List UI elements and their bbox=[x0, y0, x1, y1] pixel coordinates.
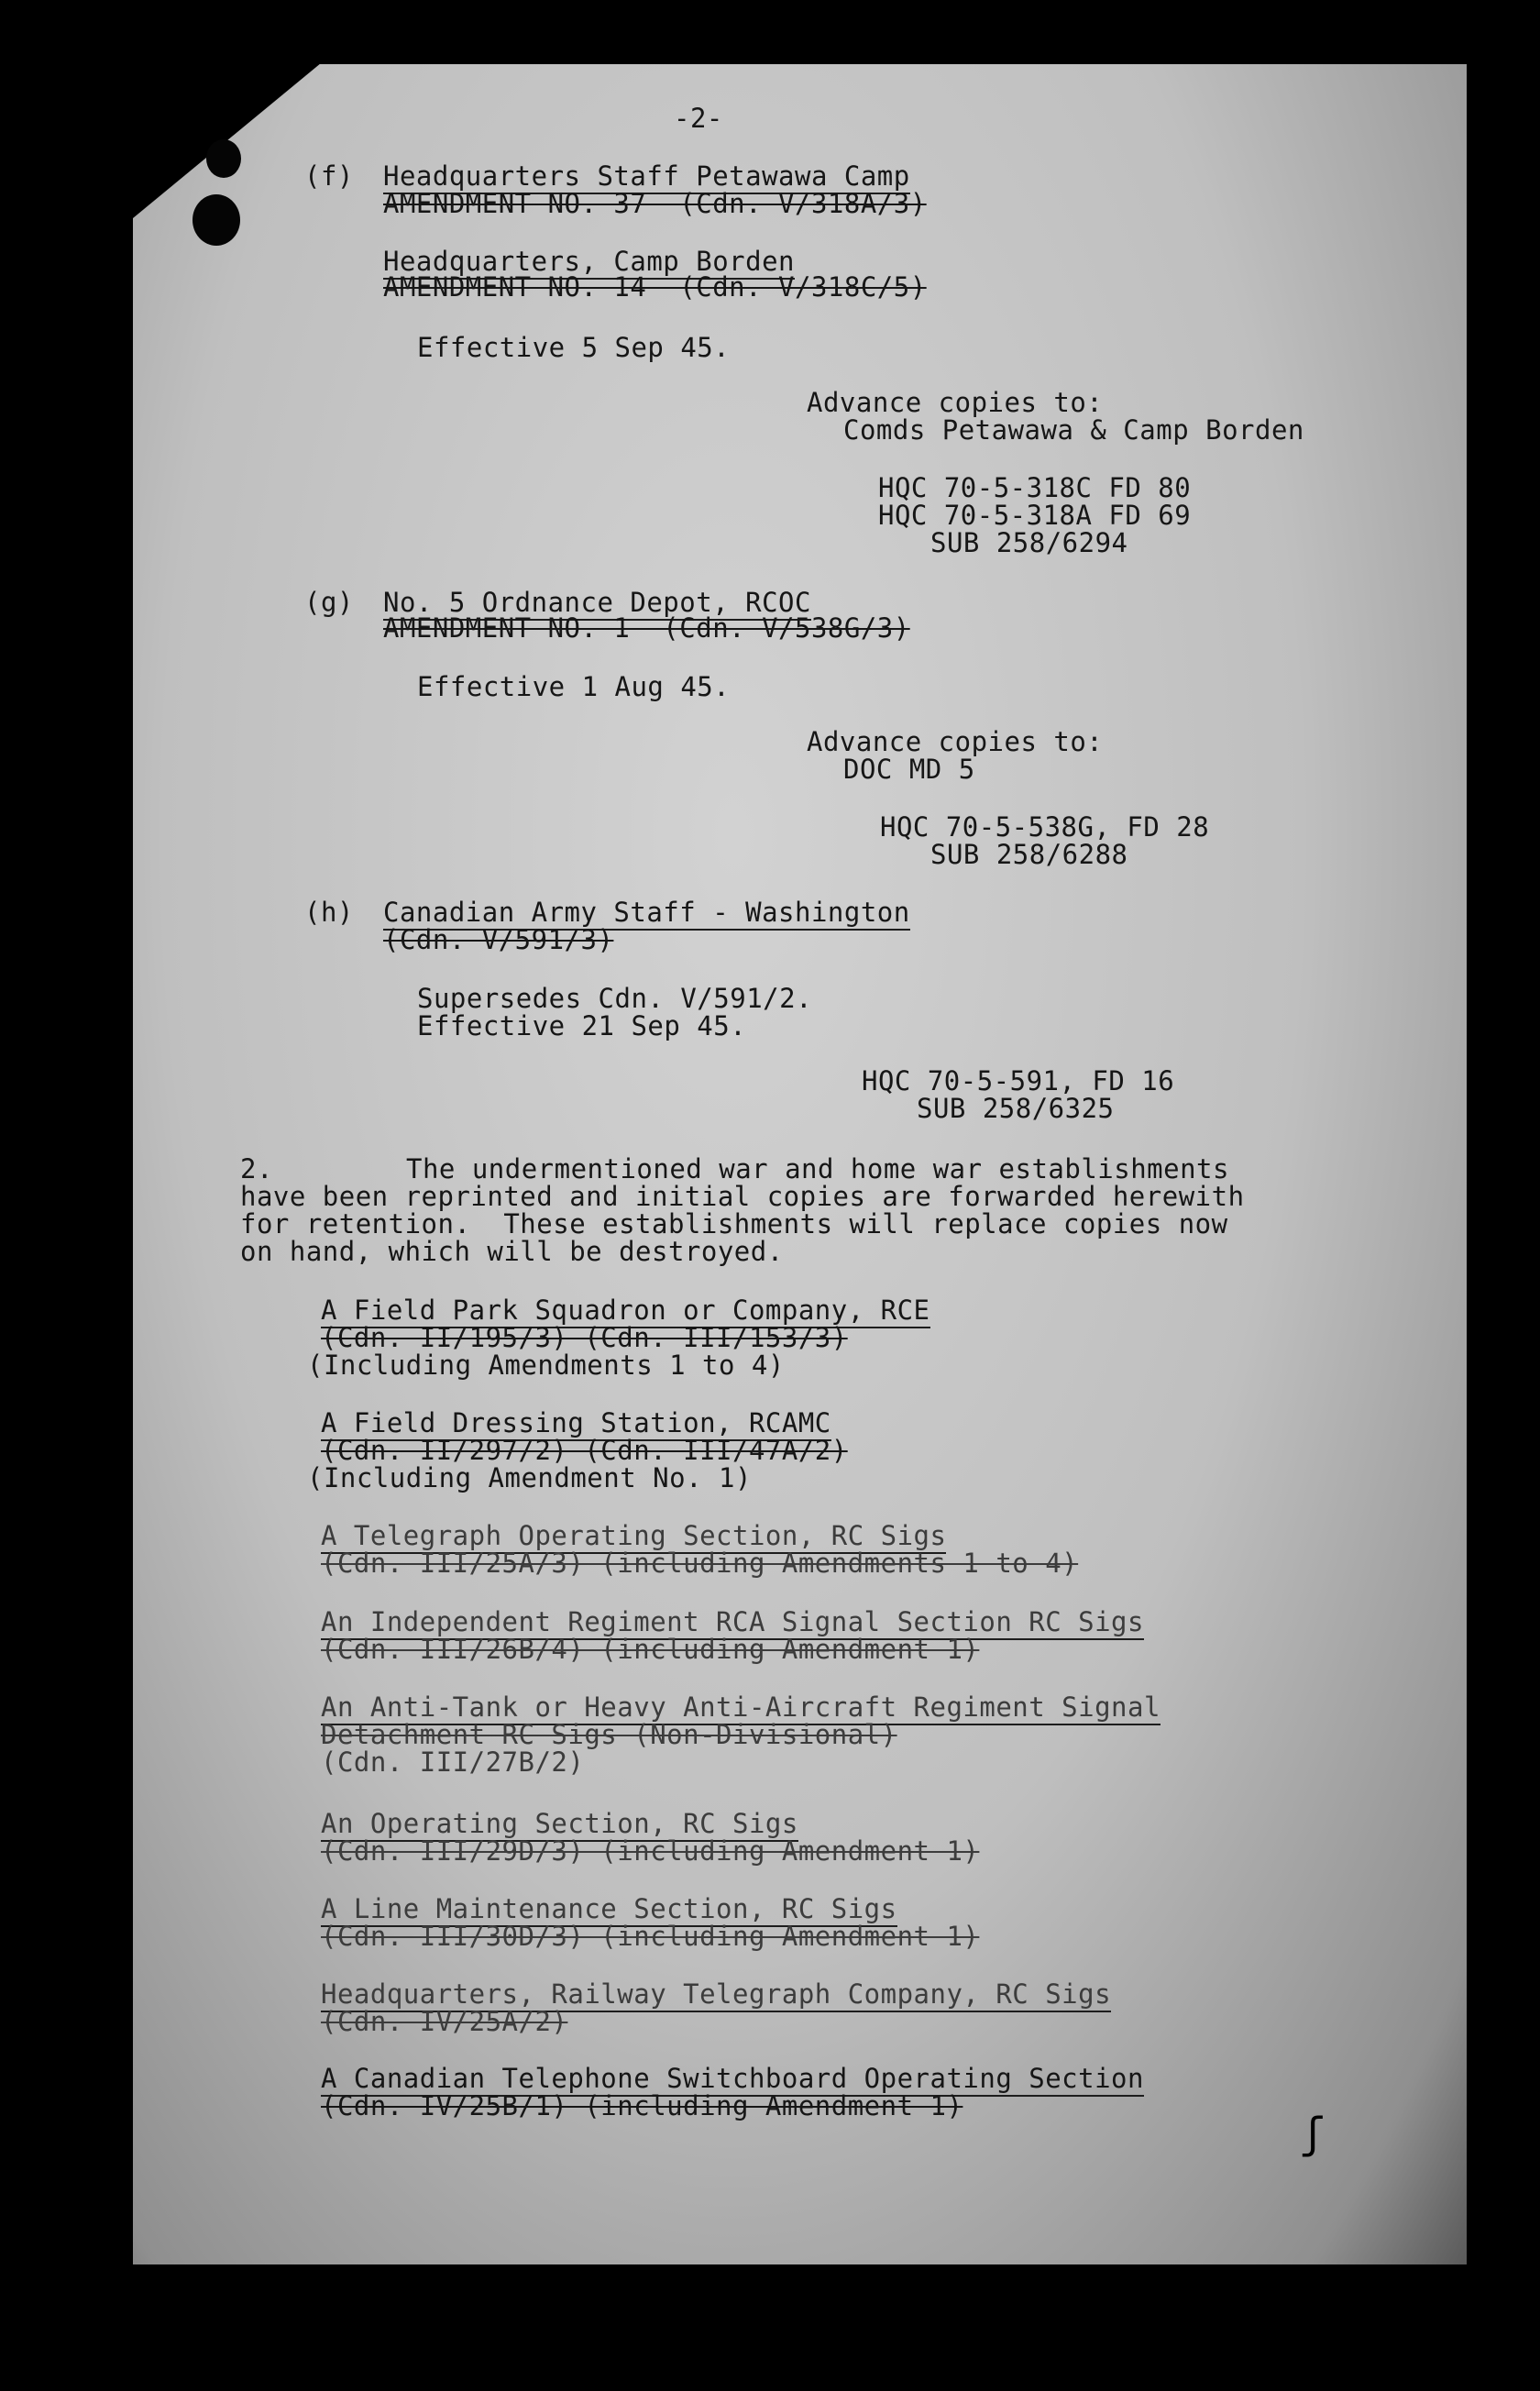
cdn-reference: (Cdn. II/297/2) (Cdn. III/47A/2) bbox=[321, 1435, 848, 1466]
establishment-title: Headquarters, Camp Borden bbox=[383, 246, 795, 280]
amendment-line: AMENDMENT NO. 1 (Cdn. V/538G/3) bbox=[383, 612, 910, 644]
amendment-note: (Including Amendment No. 1) bbox=[307, 1462, 752, 1493]
establishment-title: No. 5 Ordnance Depot, RCOC bbox=[383, 587, 811, 621]
establishment-title: A Field Dressing Station, RCAMC bbox=[321, 1407, 831, 1441]
advance-copies-recipients: DOC MD 5 bbox=[843, 754, 975, 785]
advance-copies-recipients: Comds Petawawa & Camp Borden bbox=[843, 414, 1304, 446]
item-label: (h) bbox=[304, 897, 354, 928]
cdn-reference: (Cdn. III/27B/2) bbox=[321, 1746, 585, 1778]
effective-date: Effective 21 Sep 45. bbox=[417, 1010, 747, 1041]
punch-hole bbox=[192, 194, 240, 246]
file-reference: HQC 70-5-318A FD 69 bbox=[878, 500, 1192, 531]
establishment-title: An Operating Section, RC Sigs bbox=[321, 1808, 798, 1842]
item-label: (g) bbox=[304, 587, 354, 618]
page-number: -2- bbox=[674, 103, 723, 134]
item-label: (f) bbox=[304, 160, 354, 192]
punch-hole bbox=[206, 139, 241, 178]
effective-date: Effective 5 Sep 45. bbox=[417, 332, 731, 363]
advance-copies-label: Advance copies to: bbox=[807, 726, 1104, 757]
amendment-line: AMENDMENT NO. 14 (Cdn. V/318C/5) bbox=[383, 271, 927, 303]
cdn-reference: (Cdn. IV/25A/2) bbox=[321, 2006, 568, 2037]
cdn-reference: (Cdn. V/591/3) bbox=[383, 924, 614, 955]
cdn-reference: (Cdn. III/30D/3) (including Amendment 1) bbox=[321, 1921, 980, 1952]
establishment-title: Headquarters, Railway Telegraph Company, RC Sigs bbox=[321, 1978, 1111, 2012]
pencil-mark: ʃ bbox=[1300, 2109, 1326, 2158]
establishment-title: An Independent Regiment RCA Signal Section RC Sigs bbox=[321, 1606, 1144, 1640]
detachment-line: Detachment RC Sigs (Non-Divisional) bbox=[321, 1719, 897, 1750]
paragraph-line: The undermentioned war and home war establishments bbox=[406, 1153, 1229, 1184]
establishment-title: A Telegraph Operating Section, RC Sigs bbox=[321, 1520, 946, 1554]
paragraph-number: 2. bbox=[240, 1153, 273, 1184]
cdn-reference: (Cdn. III/26B/4) (including Amendment 1) bbox=[321, 1634, 980, 1665]
supersedes-note: Supersedes Cdn. V/591/2. bbox=[417, 983, 813, 1014]
file-reference: SUB 258/6325 bbox=[917, 1093, 1115, 1124]
establishment-title: An Anti-Tank or Heavy Anti-Aircraft Regiment Signal bbox=[321, 1691, 1160, 1725]
amendment-line: AMENDMENT NO. 37 (Cdn. V/318A/3) bbox=[383, 188, 927, 219]
amendment-note: (Including Amendments 1 to 4) bbox=[307, 1350, 785, 1381]
cdn-reference: (Cdn. II/195/3) (Cdn. III/153/3) bbox=[321, 1322, 848, 1353]
file-reference: HQC 70-5-591, FD 16 bbox=[862, 1065, 1175, 1096]
establishment-title: A Line Maintenance Section, RC Sigs bbox=[321, 1893, 897, 1927]
cdn-reference: (Cdn. IV/25B/1) (including Amendment 1) bbox=[321, 2090, 963, 2121]
paragraph-line: have been reprinted and initial copies are forwarded herewith bbox=[240, 1181, 1245, 1212]
file-reference: SUB 258/6294 bbox=[930, 527, 1128, 558]
establishment-title: Canadian Army Staff - Washington bbox=[383, 897, 910, 931]
file-reference: SUB 258/6288 bbox=[930, 839, 1128, 870]
establishment-title: A Field Park Squadron or Company, RCE bbox=[321, 1295, 930, 1328]
file-reference: HQC 70-5-538G, FD 28 bbox=[880, 811, 1210, 843]
cdn-reference: (Cdn. III/25A/3) (including Amendments 1 to 4) bbox=[321, 1548, 1079, 1579]
establishment-title: Headquarters Staff Petawawa Camp bbox=[383, 160, 910, 194]
paragraph-line: on hand, which will be destroyed. bbox=[240, 1236, 784, 1267]
cdn-reference: (Cdn. III/29D/3) (including Amendment 1) bbox=[321, 1835, 980, 1867]
establishment-title: A Canadian Telephone Switchboard Operating Section bbox=[321, 2063, 1144, 2097]
file-reference: HQC 70-5-318C FD 80 bbox=[878, 472, 1192, 503]
paragraph-line: for retention. These establishments will replace copies now bbox=[240, 1208, 1228, 1240]
advance-copies-label: Advance copies to: bbox=[807, 387, 1104, 418]
effective-date: Effective 1 Aug 45. bbox=[417, 671, 731, 702]
